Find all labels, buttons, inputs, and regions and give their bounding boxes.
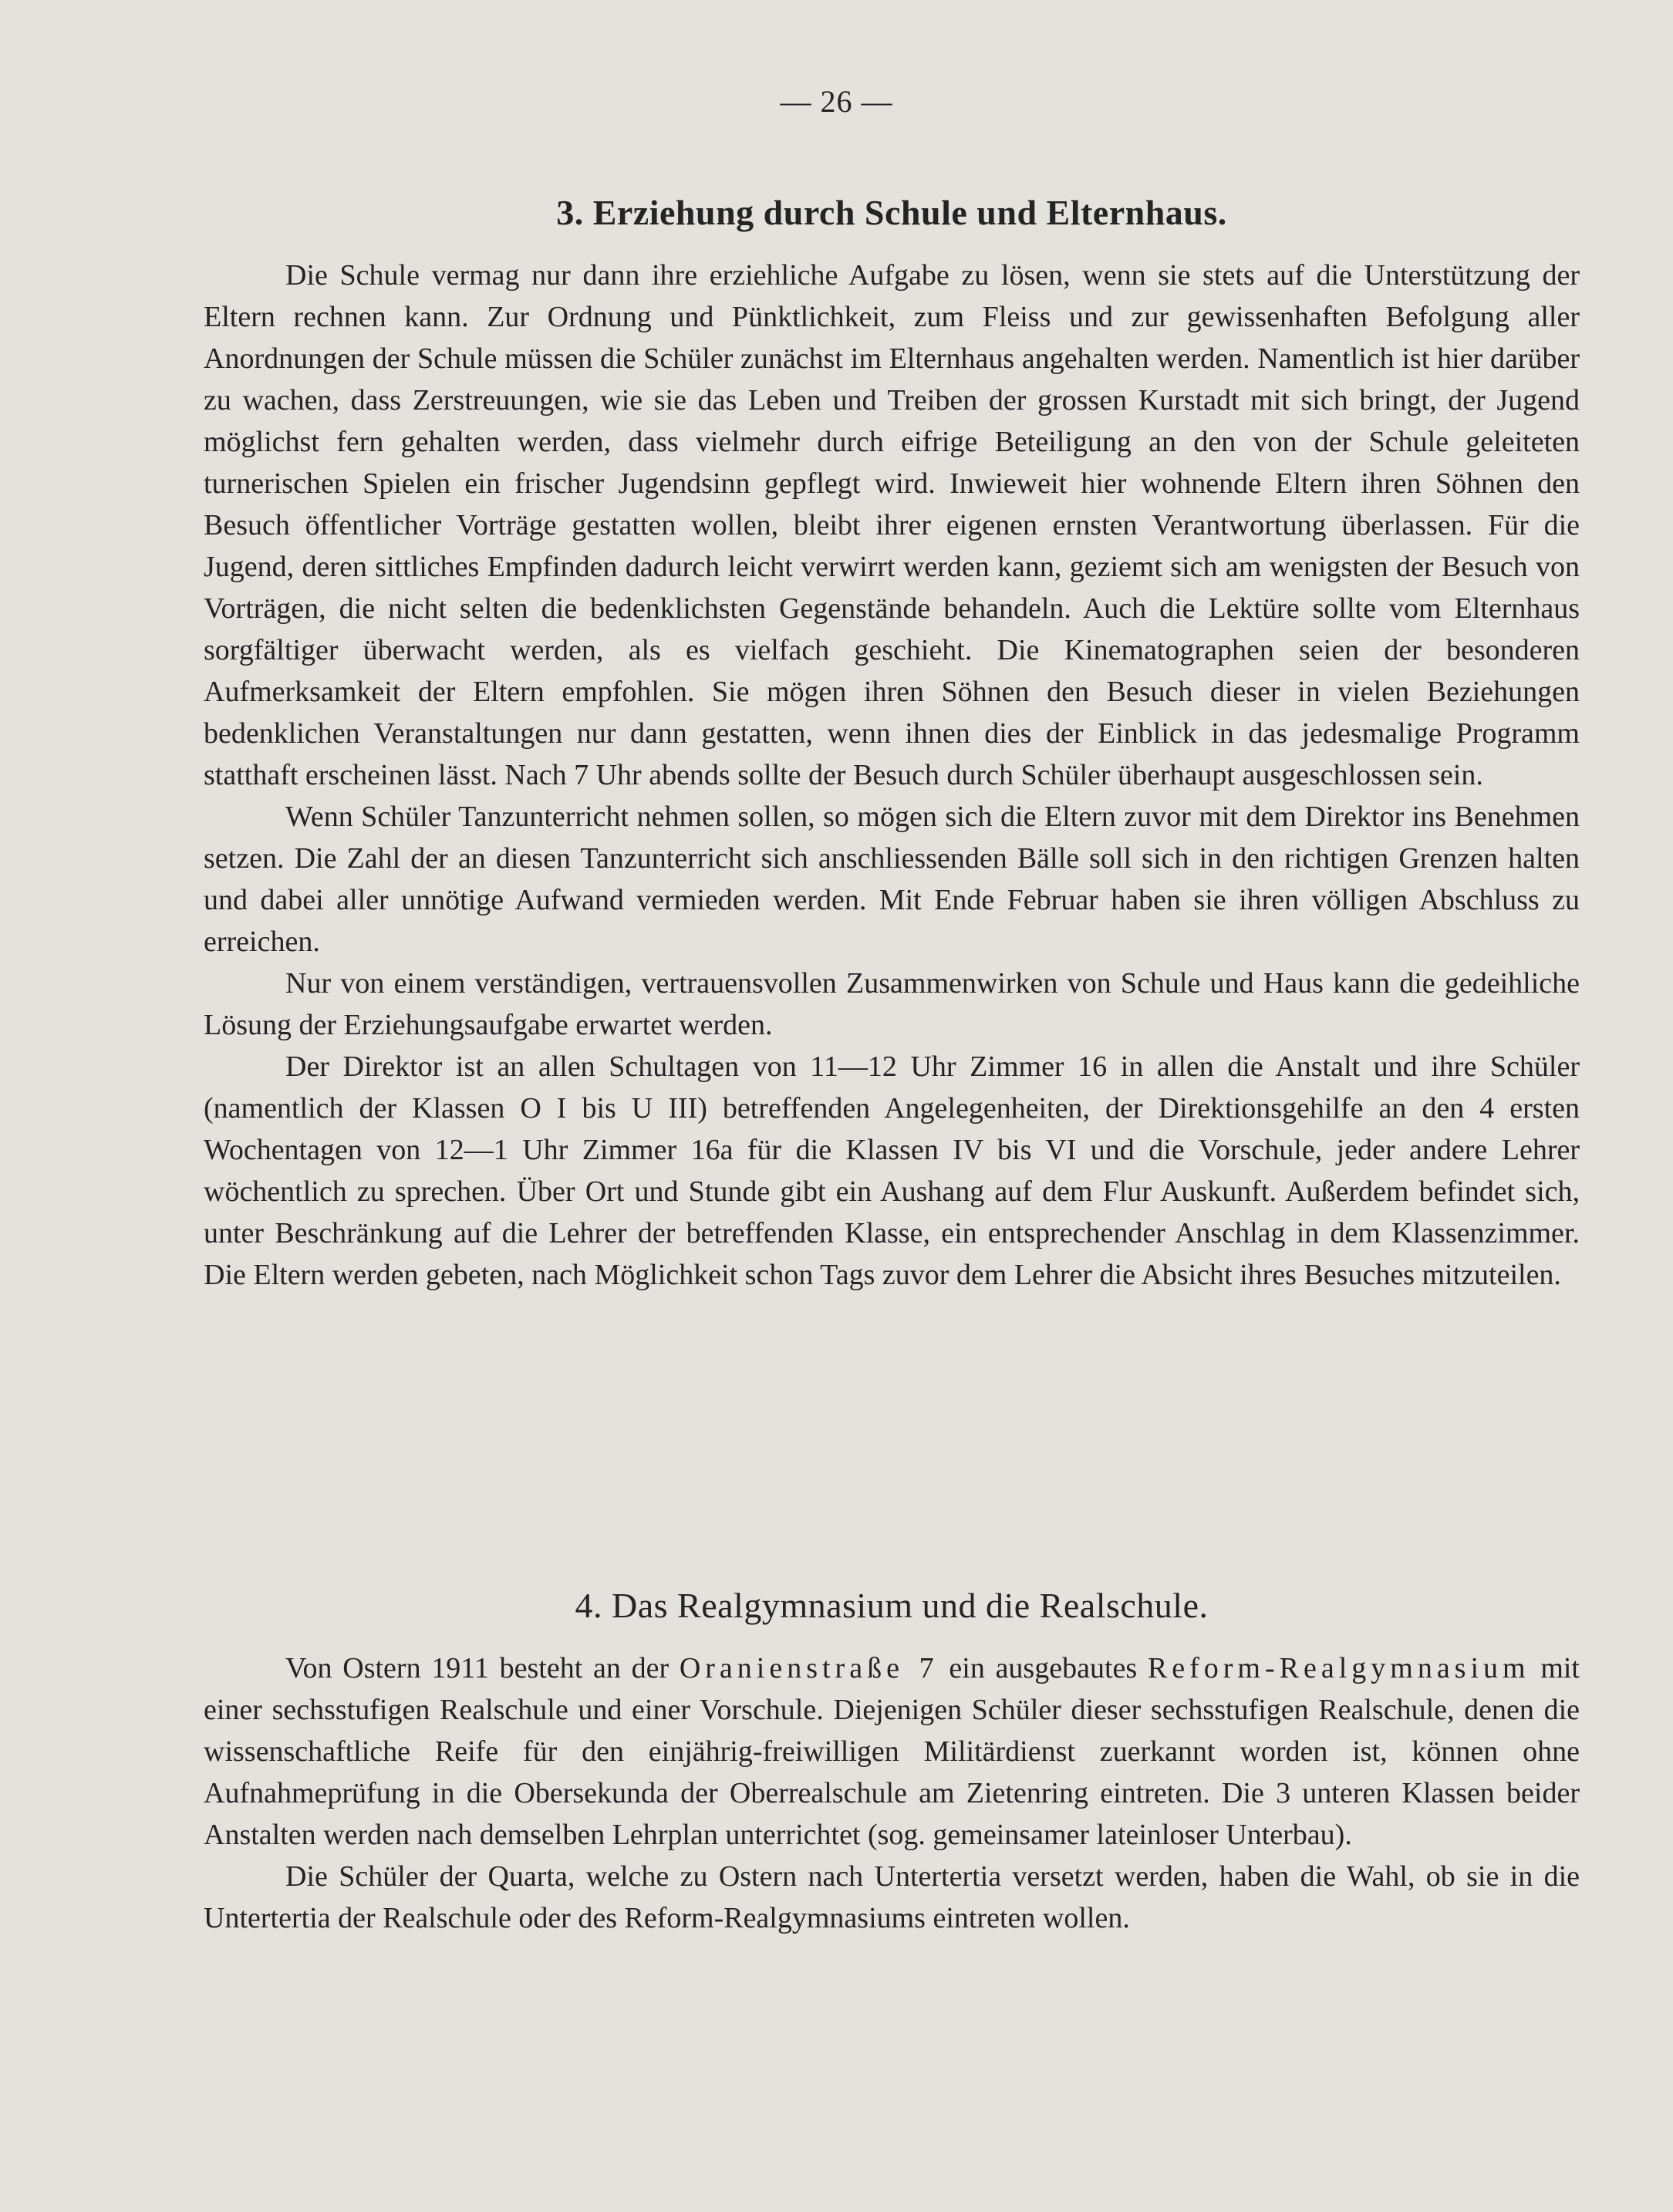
section-education-school-home: [204, 188, 1580, 1296]
page-number: — 26 —: [780, 84, 893, 119]
spaced-text-address: Oranienstraße 7: [679, 1652, 939, 1684]
section-realgymnasium-realschule: [204, 1581, 1580, 1939]
paragraph: Die Schule vermag nur dann ihre erziehliche Aufgabe zu lösen, wenn sie stets auf die Unterstützung der Eltern rechnen kann. Zur Ordnung und Pünktlichkeit, zum Fleiss und zur gewissenhaften Befolgung aller Anordnungen der Schule müssen die Schüler zunächst im Elternhaus angehalten werden. Namentlich ist hier darüber zu wachen, dass Zerstreuungen, wie sie das Leben und Treiben der grossen Kurstadt mit sich bringt, der Jugend möglichst fern gehalten werden, dass vielmehr durch eifrige Beteiligung an den von der Schule geleiteten turnerischen Spielen ein frischer Jugendsinn gepflegt wird. Inwieweit hier wohnende Eltern ihren Söhnen den Besuch öffentlicher Vorträge gestatten wollen, bleibt ihrer eigenen ernsten Verantwortung überlassen. Für die Jugend, deren sittliches Empfinden dadurch leicht verwirrt werden kann, geziemt sich am wenigsten der Besuch von Vorträgen, die nicht selten die bedenklichsten Gegenstände behandeln. Auch die Lektüre sollte vom Elternhaus sorgfältiger überwacht werden, als es vielfach geschieht. Die Kinematographen seien der besonderen Aufmerksamkeit der Eltern empfohlen. Sie mögen ihren Söhnen den Besuch dieser in vielen Beziehungen bedenklichen Veranstaltungen nur dann gestatten, wenn ihnen dies der Einblick in das jedesmalige Programm statthaft erscheinen lässt. Nach 7 Uhr abends sollte der Besuch durch Schüler überhaupt ausgeschlossen sein.: [204, 259, 1580, 791]
section-heading: 4. Das Realgymnasium und die Realschule.: [575, 1586, 1209, 1625]
paragraph: Wenn Schüler Tanzunterricht nehmen sollen, so mögen sich die Eltern zuvor mit dem Direktor ins Benehmen setzen. Die Zahl der an diesen Tanzunterricht sich anschliessenden Bälle soll sich in den richtigen Grenzen halten und dabei aller unnötige Aufwand vermieden werden. Mit Ende Februar haben sie ihren völligen Abschluss zu erreichen.: [204, 801, 1580, 958]
text-run: mit einer sechsstufigen Realschule und einer Vorschule. Diejenigen Schüler dieser sechsstufigen Realschule, denen die wissenschaftliche Reife für den einjährig-freiwilligen Militärdienst zuerkannt worden ist, können ohne Aufnahmeprüfung in die Obersekunda der Oberrealschule am Zietenring eintreten. Die 3 unteren Klassen beider Anstalten werden nach demselben Lehrplan unterrichtet (sog. gemeinsamer lateinloser Unterbau).: [204, 1652, 1580, 1851]
paragraph: Der Direktor ist an allen Schultagen von 11—12 Uhr Zimmer 16 in allen die Anstalt und ihre Schüler (namentlich der Klassen O I bis U III) betreffenden Angelegenheiten, der Direktionsgehilfe an den 4 ersten Wochentagen von 12—1 Uhr Zimmer 16a für die Klassen IV bis VI und die Vorschule, jeder andere Lehrer wöchentlich zu sprechen. Über Ort und Stunde gibt ein Aushang auf dem Flur Auskunft. Außerdem befindet sich, unter Beschränkung auf die Lehrer der betreffenden Klasse, ein entsprechender Anschlag in dem Klassenzimmer. Die Eltern werden gebeten, nach Möglichkeit schon Tags zuvor dem Lehrer die Absicht ihres Besuches mitzuteilen.: [204, 1050, 1580, 1291]
text-run: Von Ostern 1911 besteht an der: [285, 1652, 680, 1684]
text-run: ein ausgebautes: [938, 1652, 1148, 1684]
paragraph: Nur von einem verständigen, vertrauensvollen Zusammenwirken von Schule und Haus kann die gedeihliche Lösung der Erziehungsaufgabe erwartet werden.: [204, 967, 1580, 1041]
paragraph: Die Schüler der Quarta, welche zu Ostern nach Untertertia versetzt werden, haben die Wahl, ob sie in die Untertertia der Realschule oder des Reform-Realgymnasiums eintreten wollen.: [204, 1860, 1580, 1934]
spaced-text-school-type: Reform-Realgymnasium: [1147, 1652, 1530, 1684]
section-heading: 3. Erziehung durch Schule und Elternhaus.: [556, 193, 1227, 232]
paragraph: [204, 1647, 1580, 1856]
